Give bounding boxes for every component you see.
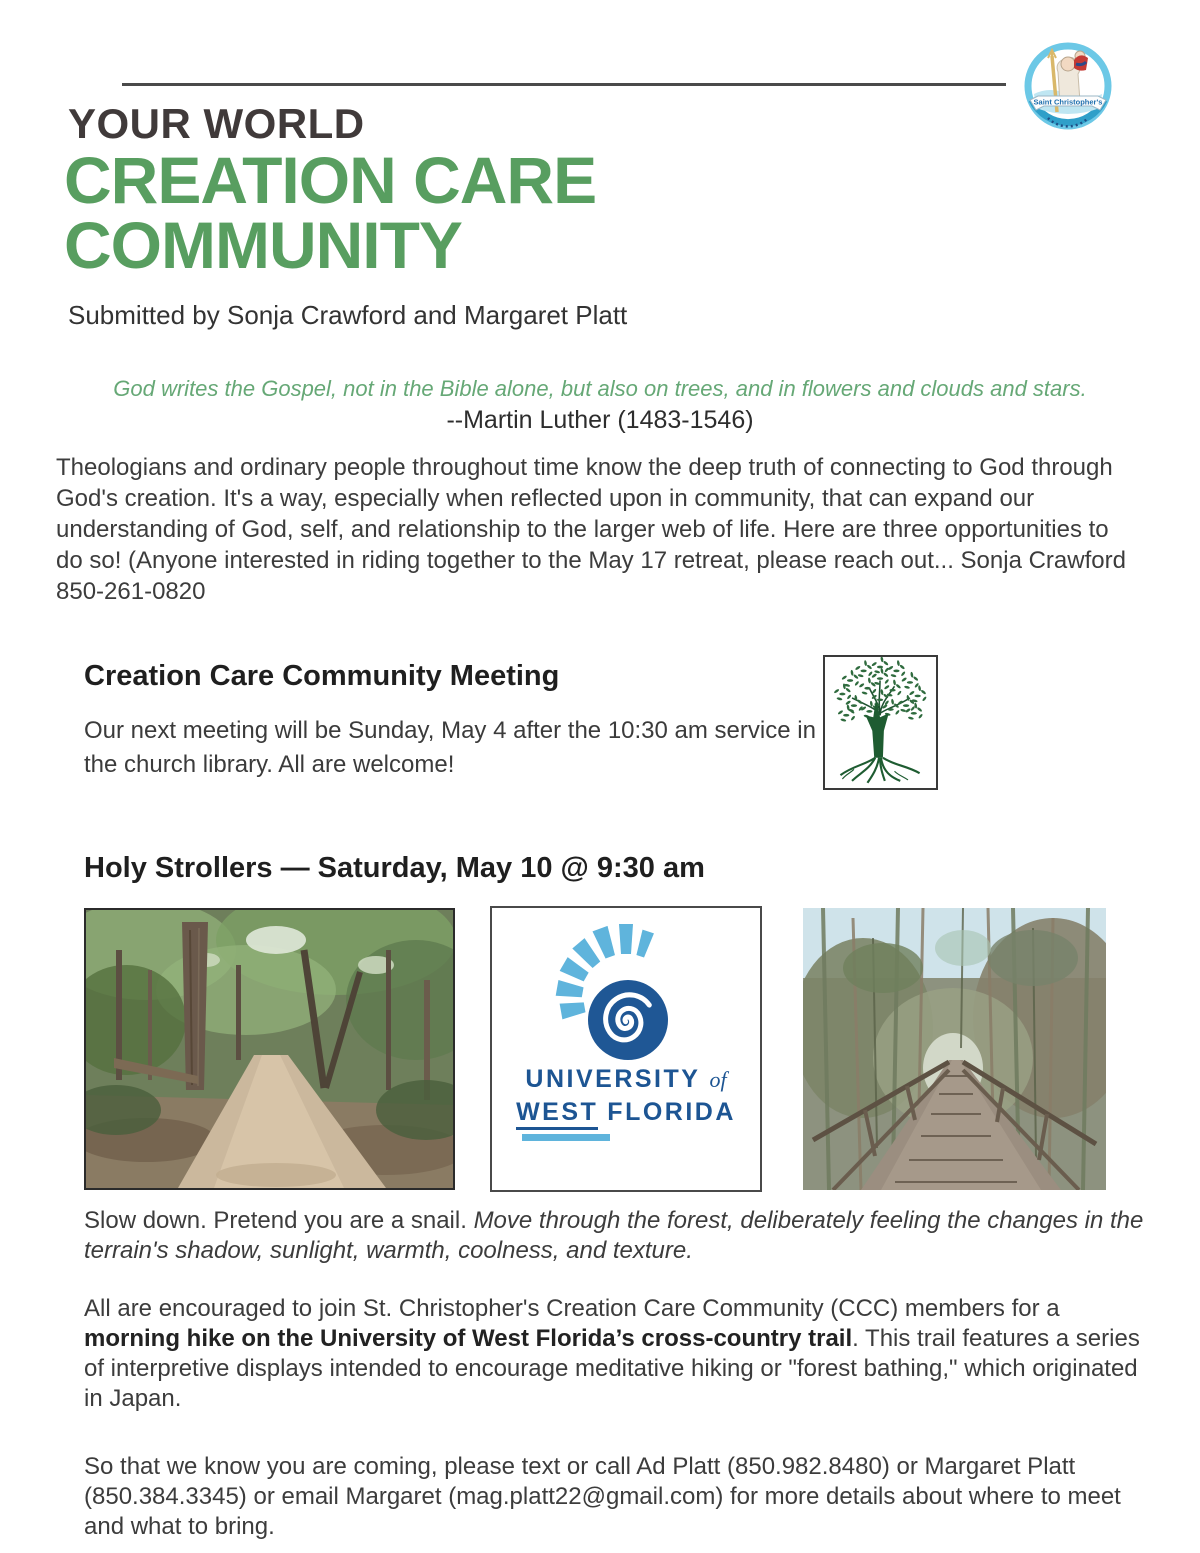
uwf-nautilus-icon	[551, 922, 701, 1060]
quote-attribution: --Martin Luther (1483-1546)	[446, 406, 754, 434]
join-pre: All are encouraged to join St. Christopher's Creation Care Community (CCC) members for a	[84, 1295, 1060, 1322]
join-bold: morning hike on the University of West Florida’s cross-country trail	[84, 1325, 853, 1352]
tree-with-roots-icon	[825, 657, 936, 788]
strollers-heading: Holy Strollers — Saturday, May 10 @ 9:30 am	[84, 852, 705, 884]
page-title	[64, 143, 597, 282]
header-divider	[122, 83, 1006, 86]
svg-text:Saint Christopher's: Saint Christopher's	[1033, 97, 1103, 107]
uwf-of: of	[709, 1067, 727, 1092]
forest-trail-photo-icon	[86, 910, 453, 1188]
uwf-west: WEST	[516, 1098, 598, 1130]
title-line-1: CREATION CARE	[64, 143, 597, 217]
byline: Submitted by Sonja Crawford and Margaret Platt	[68, 300, 628, 330]
meeting-body: Our next meeting will be Sunday, May 4 after the 10:30 am service in the church library. All are welcome!	[84, 717, 816, 778]
join-paragraph	[84, 1294, 1162, 1414]
meeting-heading: Creation Care Community Meeting	[84, 660, 560, 692]
kicker: YOUR WORLD	[68, 100, 365, 147]
snail-normal: Slow down. Pretend you are a snail.	[84, 1207, 474, 1234]
contact-paragraph: So that we know you are coming, please text or call Ad Platt (850.982.8480) or Margaret Platt (850.384.3345) or email Margaret (mag.platt22@gmail.com) for more details about where to meet and what to bring.	[84, 1453, 1121, 1540]
uwf-underline-bar	[522, 1134, 610, 1141]
uwf-florida: FLORIDA	[607, 1098, 736, 1126]
title-line-2: COMMUNITY	[64, 207, 462, 282]
church-logo	[1022, 42, 1114, 142]
join-post: . This trail features a series of interpretive displays intended to encourage meditative hiking or "forest bathing," which originated in Japan.	[84, 1325, 1140, 1412]
uwf-university: UNIVERSITY	[525, 1065, 700, 1093]
snail-italic: Move through the forest, deliberately feeling the changes in the terrain's shadow, sunlight, warmth, coolness, and texture.	[84, 1207, 1144, 1264]
uwf-logo	[490, 906, 762, 1192]
intro-paragraph: Theologians and ordinary people throughout time know the deep truth of connecting to God through God's creation. It's a way, especially when reflected upon in community, that can expand our understanding of God, self, and relationship to the larger web of life. Here are three opportunities to do so! (Anyone interested in riding together to the May 17 retreat, please reach out... Sonja Crawford 850-261-0820	[56, 454, 1126, 605]
trail-photo	[84, 908, 455, 1190]
uwf-wordmark	[492, 1065, 760, 1141]
tree-image	[823, 655, 938, 790]
boardwalk-photo	[803, 908, 1106, 1190]
quote-text: God writes the Gospel, not in the Bible alone, but also on trees, and in flowers and clouds and stars.	[113, 376, 1087, 401]
boardwalk-photo-icon	[803, 908, 1106, 1190]
saint-christopher-badge-icon	[1022, 42, 1114, 142]
snail-paragraph	[84, 1206, 1152, 1266]
